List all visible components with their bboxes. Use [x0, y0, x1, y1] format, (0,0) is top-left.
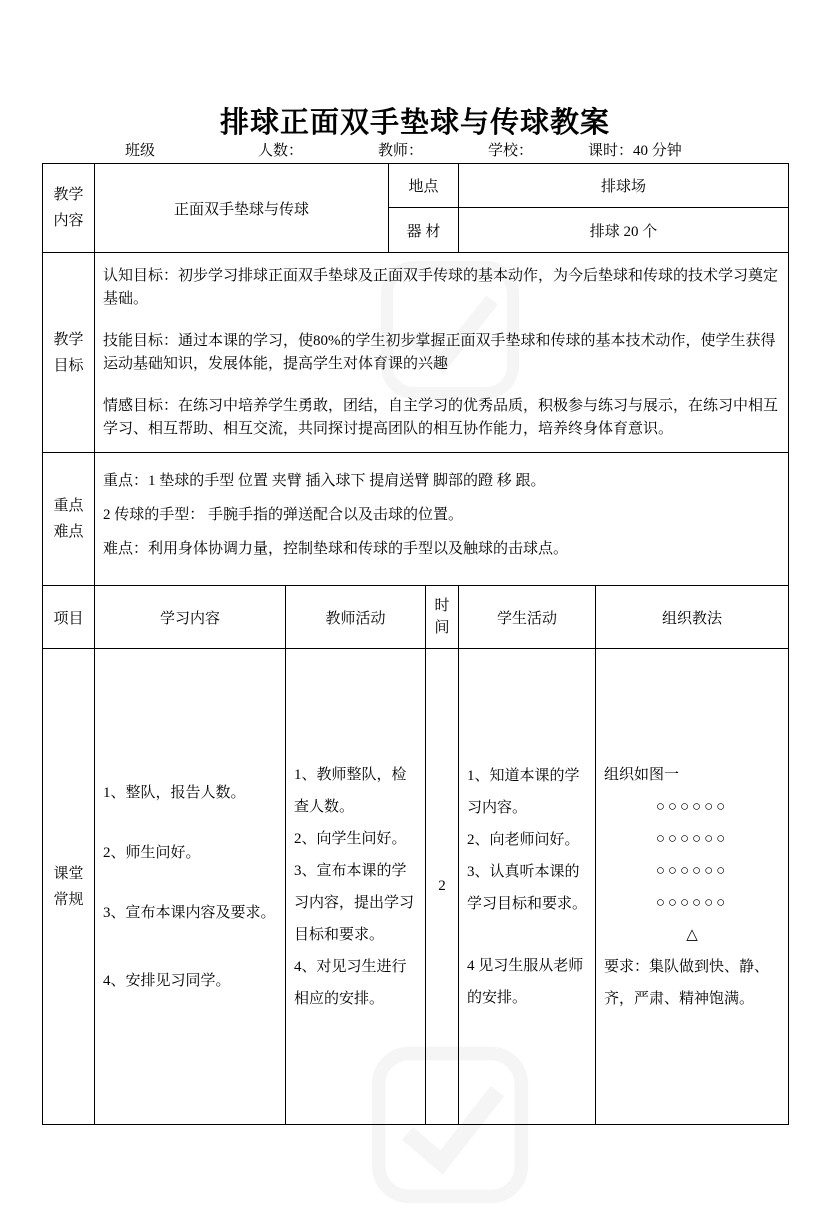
- header-learning-content: 学习内容: [95, 586, 286, 649]
- organization-requirement: 要求：集队做到快、静、齐，严肃、精神饱满。: [604, 958, 770, 1007]
- header-organization: 组织教法: [596, 586, 789, 649]
- objective-emotion: 情感目标：在练习中培养学生勇敢，团结，自主学习的优秀品质，积极参与练习与展示，在练习中相互学习、相互帮助、相互交流，共同探讨提高团队的相互协作能力，培养终身体育意识。: [103, 397, 779, 437]
- teacher-item: 1、教师整队，检查人数。: [294, 766, 407, 815]
- location-value: 排球场: [459, 164, 789, 208]
- duration-label: 课时：40 分钟: [588, 143, 682, 159]
- routine-student-activity: [459, 649, 596, 1125]
- objectives-content: [95, 253, 789, 453]
- learning-item: 4、安排见习同学。: [103, 972, 231, 989]
- teaching-content-value: 正面双手垫球与传球: [95, 164, 389, 253]
- teacher-label: 教师：: [378, 143, 424, 159]
- students-label: 人数：: [258, 143, 304, 159]
- meta-line: [0, 139, 830, 161]
- student-item: 4 见习生服从老师的安排。: [467, 957, 584, 1006]
- keypoints-label: 重点 难点: [43, 453, 95, 586]
- location-label: 地点: [389, 164, 459, 208]
- table-row: [43, 164, 789, 208]
- header-time: 时 间: [426, 586, 459, 649]
- school-label: 学校：: [488, 143, 534, 159]
- equipment-label: 器 材: [389, 208, 459, 253]
- objective-cognitive: 认知目标：初步学习排球正面双手垫球及正面双手传球的基本动作，为今后垫球和传球的技术学习奠定基础。: [103, 267, 779, 307]
- header-student-activity: 学生活动: [459, 586, 596, 649]
- teacher-position-triangle: △: [686, 926, 698, 943]
- learning-item: 2、师生问好。: [103, 844, 201, 861]
- routine-label: 课堂 常规: [43, 649, 95, 1125]
- objective-skill: 技能目标：通过本课的学习，使80%的学生初步掌握正面双手垫球和传球的基本技术动作，使学生获得运动基础知识，发展体能，提高学生对体育课的兴趣: [103, 332, 776, 372]
- organization-intro: 组织如图一: [604, 766, 680, 783]
- teacher-item: 4、对见习生进行相应的安排。: [294, 958, 407, 1007]
- header-item: 项目: [43, 586, 95, 649]
- keypoint-line: 难点：利用身体协调力量，控制垫球和传球的手型以及触球的击球点。: [103, 541, 569, 557]
- teaching-content-label: 教学 内容: [43, 164, 95, 253]
- teacher-item: 2、向学生问好。: [294, 830, 407, 847]
- teacher-item: 3、宣布本课的学习内容，提出学习目标和要求。: [294, 862, 415, 943]
- table-row: [43, 253, 789, 453]
- formation-row: ○○○○○○: [655, 830, 729, 847]
- table-header-row: [43, 586, 789, 649]
- equipment-value: 排球 20 个: [459, 208, 789, 253]
- routine-time: 2: [426, 649, 459, 1125]
- formation-row: ○○○○○○: [655, 862, 729, 879]
- page-title: 排球正面双手垫球与传球教案: [219, 107, 610, 139]
- header-teacher-activity: 教师活动: [286, 586, 426, 649]
- student-item: 1、知道本课的学习内容。: [467, 767, 580, 816]
- student-item: 3、认真听本课的学习目标和要求。: [467, 863, 588, 912]
- learning-item: 3、宣布本课内容及要求。: [103, 904, 276, 921]
- routine-organization: [596, 649, 789, 1125]
- keypoint-line: 重点：1 垫球的手型 位置 夹臂 插入球下 提肩送臂 脚部的蹬 移 跟。: [103, 473, 546, 489]
- formation-row: ○○○○○○: [655, 894, 729, 911]
- lesson-plan-table: [42, 163, 789, 1125]
- table-row: [43, 453, 789, 586]
- formation-row: ○○○○○○: [655, 798, 729, 815]
- student-item: 2、向老师问好。: [467, 831, 580, 848]
- objectives-label: 教学 目标: [43, 253, 95, 453]
- table-row: [43, 649, 789, 1125]
- class-label: 班级: [125, 143, 156, 159]
- learning-item: 1、整队，报告人数。: [103, 784, 246, 801]
- keypoint-line: 2 传球的手型： 手腕手指的弹送配合以及击球的位置。: [103, 507, 464, 523]
- keypoints-content: [95, 453, 789, 586]
- routine-teacher-activity: [286, 649, 426, 1125]
- routine-learning-content: [95, 649, 286, 1125]
